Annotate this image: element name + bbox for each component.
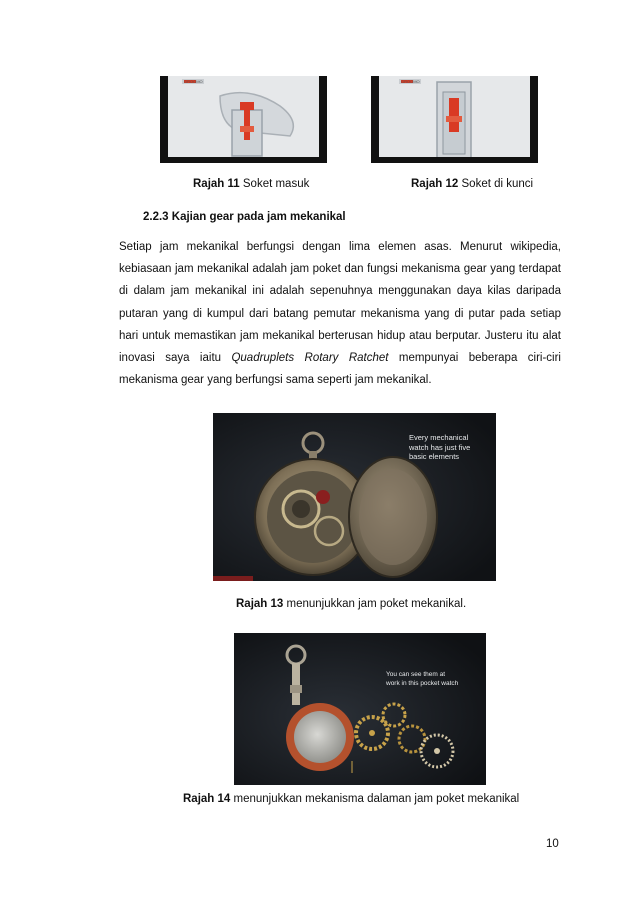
figure-13-image bbox=[213, 413, 496, 581]
overlay-line: You can see them at bbox=[386, 671, 446, 678]
overlay-line: Every mechanical bbox=[409, 433, 469, 442]
figure-12-caption-text: Soket di kunci bbox=[461, 178, 534, 190]
watch-mechanism-illustration bbox=[234, 633, 486, 785]
paragraph-line-part: mempunyai beberapa ciri-ciri bbox=[398, 351, 561, 364]
figure-11-caption bbox=[193, 178, 309, 190]
figure-14-image bbox=[234, 633, 486, 785]
overlay-line: watch has just five bbox=[409, 442, 471, 452]
body-paragraph bbox=[119, 236, 561, 391]
figure-13-overlay-text bbox=[409, 433, 470, 462]
paragraph-line: di dalam jam mekanikal ini adalah sepenuhnya menggunakan daya kilas daripada bbox=[119, 285, 561, 298]
overlay-line: basic elements bbox=[409, 452, 460, 461]
figure-14-overlay-text bbox=[386, 671, 458, 688]
innovation-name: Quadruplets Rotary Ratchet bbox=[231, 351, 389, 364]
figure-12-caption bbox=[411, 178, 533, 190]
figure-12-logo: GROOMO bbox=[401, 79, 420, 84]
paragraph-line-part: inovasi saya iaitu bbox=[119, 351, 222, 364]
page-number: 10 bbox=[546, 838, 559, 850]
figure-14-caption bbox=[183, 793, 519, 805]
figure-11-logo: GROOMO bbox=[184, 79, 203, 84]
overlay-line: work in this pocket watch bbox=[386, 679, 459, 687]
paragraph-line: Setiap jam mekanikal berfungsi dengan lima elemen asas. Menurut wikipedia, bbox=[119, 241, 561, 253]
socket-insert-illustration bbox=[160, 76, 327, 163]
paragraph-line: kebiasaan jam mekanikal adalah jam poket dan fungsi mekanisma gear yang terdapat bbox=[119, 263, 561, 276]
figure-11-image bbox=[160, 76, 327, 163]
paragraph-line bbox=[119, 347, 561, 369]
paragraph-line: hari untuk memastikan jam mekanikal berterusan hidup atau berputar. Justeru itu alat bbox=[119, 329, 561, 342]
paragraph-line: mekanisma gear yang berfungsi sama seperti jam mekanikal. bbox=[119, 374, 432, 387]
section-heading: 2.2.3 Kajian gear pada jam mekanikal bbox=[143, 211, 346, 223]
figure-12-image bbox=[371, 76, 538, 163]
figure-12-label: Rajah 12 bbox=[411, 178, 459, 190]
figure-14-label: Rajah 14 bbox=[183, 793, 231, 805]
figure-13-caption-text: menunjukkan jam poket mekanikal. bbox=[286, 598, 467, 610]
paragraph-line: putaran yang di kumpul dari batang pemutar mekanisma yang di putar pada setiap bbox=[119, 307, 561, 320]
figure-11-label: Rajah 11 bbox=[193, 178, 240, 190]
figure-13-label: Rajah 13 bbox=[236, 598, 284, 610]
socket-lock-illustration bbox=[371, 76, 538, 163]
figure-14-caption-text: menunjukkan mekanisma dalaman jam poket mekanikal bbox=[233, 793, 520, 805]
figure-11-caption-text: Soket masuk bbox=[242, 178, 310, 190]
figure-13-caption bbox=[236, 598, 466, 610]
